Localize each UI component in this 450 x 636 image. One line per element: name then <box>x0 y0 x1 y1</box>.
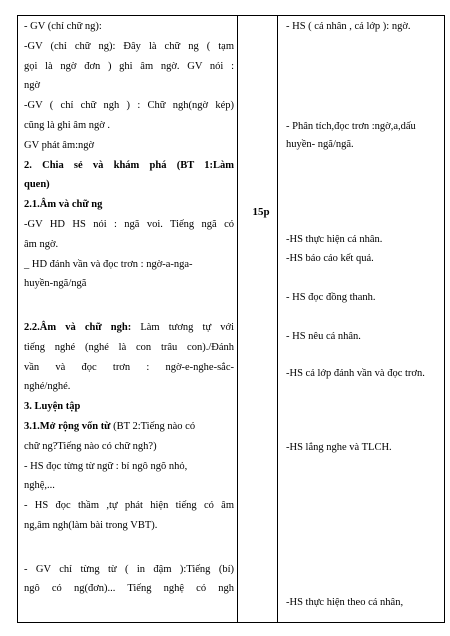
text-line: GV phát âm:ngờ <box>24 139 95 151</box>
time-cell: 15p <box>252 206 270 218</box>
text-line: _ HD đánh vần và đọc trơn : ngờ-a-nga- <box>24 258 193 270</box>
text-line: - HS ( cá nhân , cả lớp ): ngờ. <box>286 21 411 32</box>
text-line: -GV ( chỉ chữ ngh ) : Chữ ngh(ngờ kép) <box>24 100 234 112</box>
text-line: -HS lắng nghe và TLCH. <box>286 441 392 453</box>
text-line: tiếng nghé (nghé là con trâu con)./Đánh <box>24 341 234 353</box>
column-divider <box>237 16 238 622</box>
text-line: - HS đọc đồng thanh. <box>286 292 376 304</box>
heading-rest: Làm tương tự với <box>131 321 234 333</box>
text-line: 2. Chia sẻ và khám phá (BT 1:Làm <box>24 159 234 171</box>
text-line: -GV HD HS nói : ngã voi. Tiếng ngã có <box>24 219 234 230</box>
text-line: nghệ,... <box>24 480 55 492</box>
text-line: -HS cả lớp đánh vần và đọc trơn. <box>286 367 425 379</box>
text-line: vần và đọc trơn : ngờ-e-nghe-sắc- <box>24 361 234 373</box>
text-line: chữ ng?Tiếng nào có chữ ngh?) <box>24 440 157 452</box>
text-line: - GV (chỉ chữ ng): <box>24 21 102 32</box>
text-line: - HS đọc từng từ ngữ : bí ngô ngõ nhỏ, <box>24 460 188 472</box>
text-line: quen) <box>24 179 50 191</box>
text-line: 2.1.Âm và chữ ng <box>24 199 103 211</box>
text-line: âm ngờ. <box>24 238 59 250</box>
text-line <box>24 321 234 335</box>
text-line: cũng là ghi âm ngờ . <box>24 120 111 131</box>
lesson-table <box>17 15 445 623</box>
text-line: - HS nêu cá nhân. <box>286 330 361 342</box>
text-line: huyền- ngã/ngã. <box>286 138 354 150</box>
text-line: ngờ <box>24 80 41 92</box>
text-line: -HS thực hiện cá nhân. <box>286 233 383 245</box>
text-line <box>24 420 195 434</box>
bold-heading: 2.2.Âm và chữ ngh: <box>24 321 132 333</box>
text-line: -HS thực hiện theo cá nhân, <box>286 596 404 608</box>
text-line: huyền-ngã/ngã <box>24 278 87 290</box>
heading-rest: (BT 2:Tiếng nào có <box>110 420 196 432</box>
bold-heading: 3.1.Mở rộng vốn từ <box>24 420 111 432</box>
column-divider <box>277 16 278 622</box>
text-line: ngô có ng(đơn)... Tiếng nghệ có ngh <box>24 583 234 595</box>
text-line: -GV (chỉ chữ ng): Đây là chữ ng ( tạm <box>24 40 234 52</box>
text-line: nghé/nghé. <box>24 381 71 393</box>
text-line: ng,âm ngh(làm bài trong VBT). <box>24 519 158 531</box>
text-line: gọi là ngờ đơn ) ghi âm ngờ. GV nói : <box>24 60 234 72</box>
text-line: - GV chỉ từng từ ( in đậm ):Tiếng (bí) <box>24 563 234 575</box>
text-line: - Phân tích,đọc trơn :ngờ,a,dấu <box>286 121 416 133</box>
text-line: -HS báo cáo kết quả. <box>286 253 374 265</box>
text-line: 3. Luyện tập <box>24 401 81 413</box>
text-line: - HS đọc thầm ,tự phát hiện tiếng có âm <box>24 500 234 512</box>
